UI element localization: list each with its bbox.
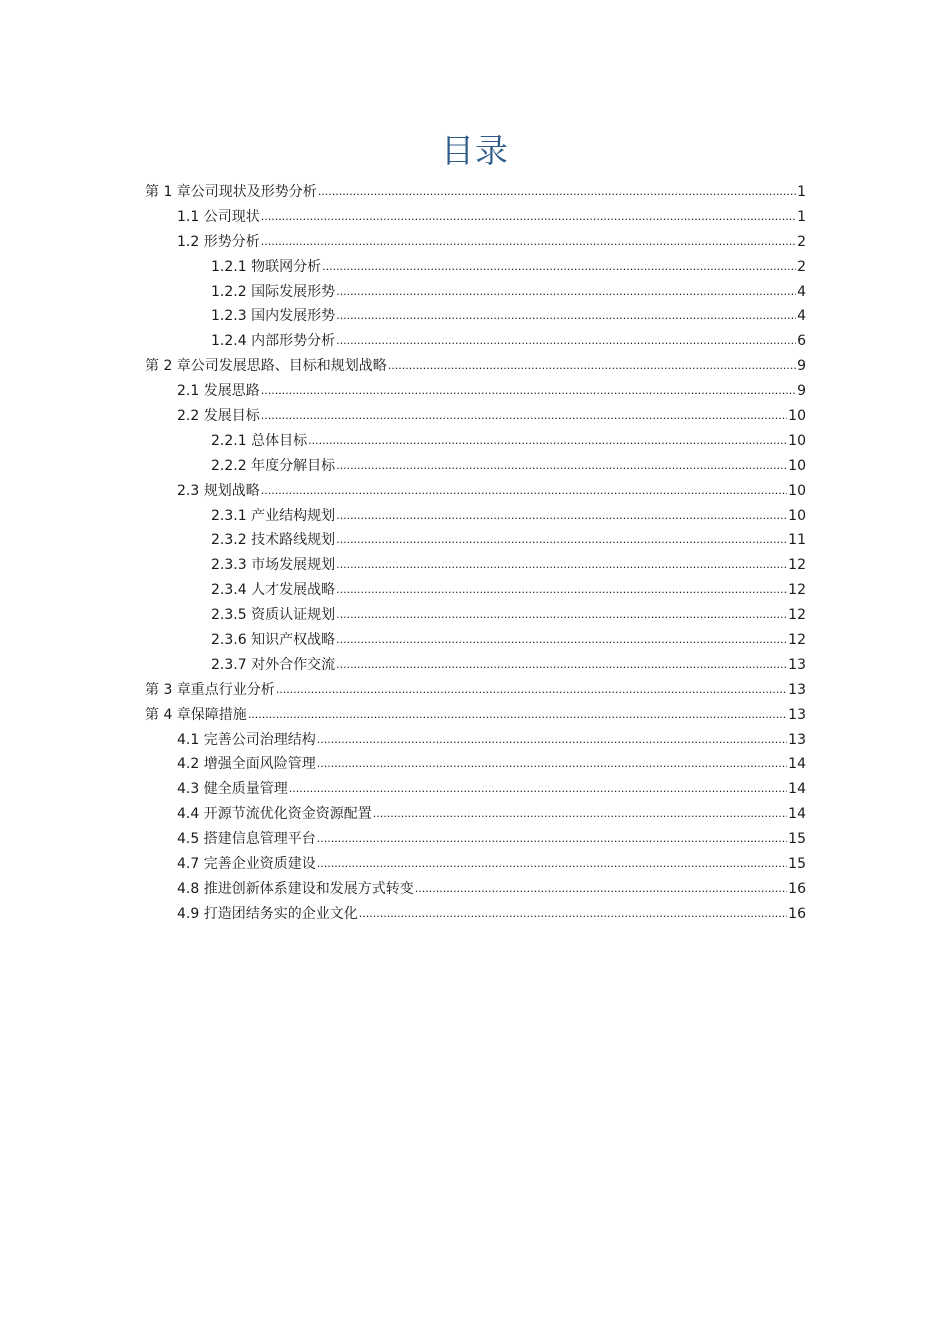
toc-entry[interactable] [145, 628, 806, 653]
toc-entry-page-number: 13 [788, 706, 806, 723]
toc-list [145, 180, 806, 927]
toc-entry-label: 第 4 章保障措施 [145, 706, 247, 723]
toc-entry[interactable] [145, 578, 806, 603]
toc-entry[interactable] [145, 752, 806, 777]
toc-entry-page-number: 1 [797, 184, 806, 200]
toc-entry-page-number: 9 [797, 358, 806, 375]
toc-entry-page-number: 10 [788, 507, 806, 524]
toc-dot-leader [308, 429, 787, 454]
toc-entry[interactable] [145, 329, 806, 354]
toc-entry[interactable] [145, 877, 806, 902]
toc-dot-leader [317, 752, 787, 777]
toc-dot-leader [336, 553, 787, 578]
toc-entry[interactable] [145, 454, 806, 479]
toc-dot-leader [276, 678, 787, 703]
toc-dot-leader [415, 877, 787, 902]
toc-entry-label: 4.7 完善企业资质建设 [177, 856, 316, 873]
toc-entry-page-number: 4 [797, 283, 806, 300]
toc-entry-label: 1.2.2 国际发展形势 [211, 283, 336, 300]
toc-entry-page-number: 15 [788, 831, 806, 848]
toc-entry-page-number: 12 [788, 557, 806, 574]
toc-entry[interactable] [145, 205, 806, 230]
toc-entry-page-number: 2 [797, 233, 806, 250]
toc-dot-leader [317, 852, 787, 877]
toc-entry[interactable] [145, 902, 806, 927]
toc-entry[interactable] [145, 504, 806, 529]
toc-entry-page-number: 4 [797, 308, 806, 325]
toc-dot-leader [388, 354, 796, 379]
toc-entry-page-number: 16 [788, 880, 806, 897]
toc-entry[interactable] [145, 802, 806, 827]
toc-dot-leader [261, 379, 796, 404]
toc-dot-leader [359, 902, 787, 927]
toc-entry-page-number: 10 [788, 457, 806, 474]
toc-dot-leader [336, 280, 796, 305]
toc-dot-leader [336, 653, 787, 678]
toc-entry-label: 2.2.1 总体目标 [211, 432, 308, 449]
toc-dot-leader [336, 504, 787, 529]
toc-entry[interactable] [145, 528, 806, 553]
toc-entry[interactable] [145, 852, 806, 877]
toc-entry-label: 第 3 章重点行业分析 [145, 681, 275, 698]
toc-dot-leader [336, 628, 787, 653]
toc-entry-label: 4.4 开源节流优化资金资源配置 [177, 806, 372, 823]
toc-entry-label: 第 1 章公司现状及形势分析 [145, 184, 317, 200]
toc-entry-page-number: 10 [788, 432, 806, 449]
toc-entry-label: 4.2 增强全面风险管理 [177, 756, 316, 773]
toc-entry-page-number: 14 [788, 756, 806, 773]
toc-entry-page-number: 9 [797, 383, 806, 400]
toc-entry-label: 2.3.7 对外合作交流 [211, 656, 336, 673]
toc-entry[interactable] [145, 603, 806, 628]
toc-entry-page-number: 13 [788, 731, 806, 748]
toc-entry-label: 2.3.1 产业结构规划 [211, 507, 336, 524]
toc-entry-label: 2.1 发展思路 [177, 383, 260, 400]
toc-entry-label: 1.2.4 内部形势分析 [211, 333, 336, 350]
toc-entry-page-number: 10 [788, 408, 806, 425]
toc-entry[interactable] [145, 404, 806, 429]
toc-entry-page-number: 12 [788, 582, 806, 599]
toc-entry[interactable] [145, 479, 806, 504]
toc-dot-leader [318, 180, 796, 205]
toc-entry-label: 4.1 完善公司治理结构 [177, 731, 316, 748]
toc-dot-leader [261, 205, 796, 230]
toc-entry[interactable] [145, 180, 806, 205]
toc-entry-page-number: 6 [797, 333, 806, 350]
toc-entry-page-number: 2 [797, 258, 806, 275]
toc-dot-leader [336, 454, 787, 479]
toc-dot-leader [336, 603, 787, 628]
toc-dot-leader [336, 304, 796, 329]
toc-entry-page-number: 14 [788, 781, 806, 798]
toc-entry[interactable] [145, 429, 806, 454]
toc-entry-label: 2.3 规划战略 [177, 482, 260, 499]
toc-title: 目录 [441, 131, 509, 170]
toc-entry[interactable] [145, 678, 806, 703]
toc-dot-leader [322, 255, 796, 280]
toc-dot-leader [336, 528, 787, 553]
toc-entry-label: 4.8 推进创新体系建设和发展方式转变 [177, 880, 414, 897]
toc-dot-leader [248, 703, 787, 728]
toc-entry[interactable] [145, 553, 806, 578]
toc-entry-label: 2.3.6 知识产权战略 [211, 632, 336, 649]
toc-entry-page-number: 12 [788, 607, 806, 624]
toc-entry-label: 2.3.3 市场发展规划 [211, 557, 336, 574]
toc-entry-page-number: 15 [788, 856, 806, 873]
toc-entry-label: 1.1 公司现状 [177, 208, 260, 225]
toc-entry-page-number: 11 [788, 532, 806, 549]
toc-dot-leader [261, 230, 796, 255]
toc-entry[interactable] [145, 230, 806, 255]
toc-entry-label: 2.3.2 技术路线规划 [211, 532, 336, 549]
toc-entry[interactable] [145, 827, 806, 852]
toc-entry[interactable] [145, 304, 806, 329]
toc-entry-label: 1.2 形势分析 [177, 233, 260, 250]
toc-entry-label: 2.2 发展目标 [177, 408, 260, 425]
toc-dot-leader [289, 777, 787, 802]
toc-entry-label: 2.3.5 资质认证规划 [211, 607, 336, 624]
toc-entry[interactable] [145, 379, 806, 404]
toc-entry-page-number: 14 [788, 806, 806, 823]
toc-entry-page-number: 12 [788, 632, 806, 649]
toc-entry-label: 2.3.4 人才发展战略 [211, 582, 336, 599]
toc-dot-leader [336, 329, 796, 354]
toc-entry-page-number: 13 [788, 681, 806, 698]
toc-entry-page-number: 1 [797, 208, 806, 225]
toc-entry-label: 1.2.1 物联网分析 [211, 258, 322, 275]
toc-entry-label: 第 2 章公司发展思路、目标和规划战略 [145, 358, 387, 375]
toc-entry-label: 1.2.3 国内发展形势 [211, 308, 336, 325]
toc-dot-leader [373, 802, 787, 827]
toc-entry[interactable] [145, 728, 806, 753]
toc-dot-leader [336, 578, 787, 603]
toc-entry[interactable] [145, 280, 806, 305]
toc-entry-label: 4.5 搭建信息管理平台 [177, 831, 316, 848]
toc-entry-page-number: 13 [788, 656, 806, 673]
toc-entry-page-number: 10 [788, 482, 806, 499]
toc-dot-leader [261, 479, 787, 504]
toc-entry[interactable] [145, 777, 806, 802]
toc-dot-leader [261, 404, 787, 429]
toc-entry[interactable] [145, 354, 806, 379]
toc-entry-label: 4.9 打造团结务实的企业文化 [177, 905, 358, 922]
toc-entry[interactable] [145, 703, 806, 728]
toc-dot-leader [317, 728, 787, 753]
toc-entry[interactable] [145, 653, 806, 678]
toc-entry-label: 4.3 健全质量管理 [177, 781, 288, 798]
toc-entry-label: 2.2.2 年度分解目标 [211, 457, 336, 474]
toc-entry-page-number: 16 [788, 905, 806, 922]
toc-dot-leader [317, 827, 787, 852]
toc-entry[interactable] [145, 255, 806, 280]
